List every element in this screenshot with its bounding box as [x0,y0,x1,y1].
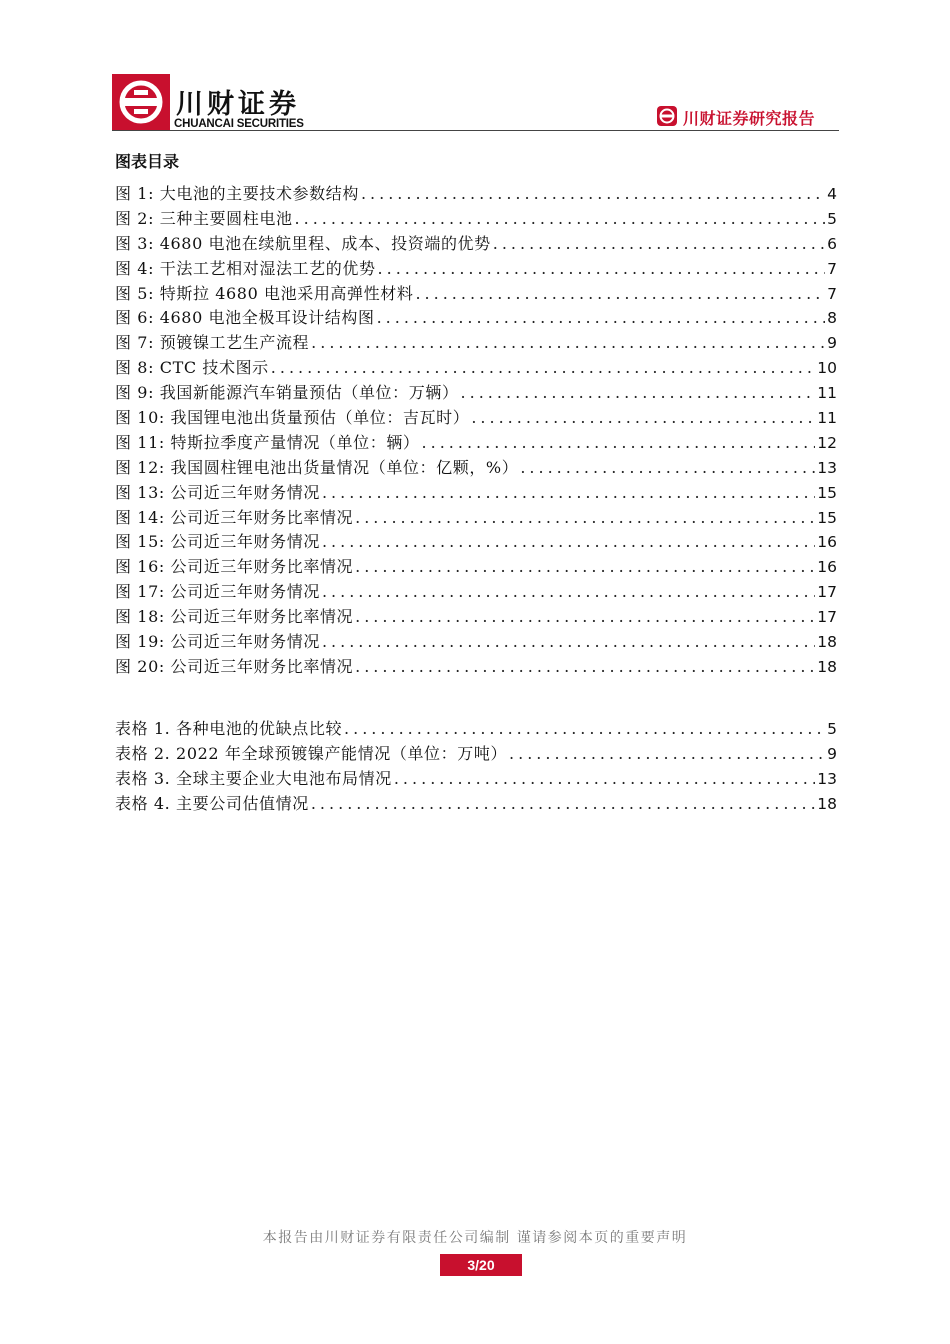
toc-page-number: 12 [817,433,837,452]
toc-leader-dots [378,257,826,282]
toc-entry-label: 图 20: 公司近三年财务比率情况 [115,656,354,676]
toc-entry-label: 表格 2. 2022 年全球预镀镍产能情况（单位：万吨） [115,743,508,763]
toc-page-number: 7 [827,284,837,303]
toc-title: 图表目录 [115,152,180,171]
toc-leader-dots [394,767,815,792]
toc-page-number: 9 [827,744,837,763]
toc-entry-label: 图 6: 4680 电池全极耳设计结构图 [115,308,375,328]
toc-leader-dots [361,182,825,207]
toc-page-number: 15 [817,508,837,527]
chuancai-logo-icon [112,74,170,130]
toc-page-number: 11 [817,384,837,403]
toc-page-number: 18 [817,794,837,813]
figure-toc-entry[interactable] [115,481,837,506]
figure-toc-entry[interactable] [115,232,837,257]
toc-page-number: 5 [827,209,837,228]
toc-entry-label: 图 4: 干法工艺相对湿法工艺的优势 [115,258,376,278]
toc-leader-dots [355,605,815,630]
figure-toc-list [115,182,837,680]
figure-toc-entry[interactable] [115,381,837,406]
toc-page-number: 13 [817,458,837,477]
figure-toc-entry[interactable] [115,182,837,207]
report-title: 川财证券研究报告 [683,109,816,128]
report-logo-icon [657,106,677,126]
logo-text: 川财证券 [176,89,300,120]
toc-entry-label: 图 16: 公司近三年财务比率情况 [115,557,354,577]
toc-entry-label: 图 15: 公司近三年财务情况 [115,532,320,552]
toc-leader-dots [322,530,815,555]
toc-page-number: 18 [817,657,837,676]
toc-entry-label: 图 18: 公司近三年财务比率情况 [115,607,354,627]
toc-entry-label: 图 8: CTC 技术图示 [115,358,269,378]
toc-leader-dots [271,356,815,381]
toc-entry-label: 表格 1. 各种电池的优缺点比较 [115,719,343,738]
toc-page-number: 15 [817,483,837,502]
table-toc-entry[interactable] [115,742,837,767]
toc-leader-dots [311,331,825,356]
toc-page-number: 6 [827,234,837,253]
toc-leader-dots [355,655,815,680]
table-toc-entry[interactable] [115,767,837,792]
toc-leader-dots [471,406,815,431]
logo-subtitle: CHUANCAI SECURITIES [174,118,304,130]
toc-entry-label: 图 10: 我国锂电池出货量预估（单位：吉瓦时） [115,408,470,428]
toc-entry-label: 图 14: 公司近三年财务比率情况 [115,507,354,527]
table-toc-list [115,717,837,817]
figure-toc-entry[interactable] [115,406,837,431]
toc-entry-label: 图 1: 大电池的主要技术参数结构 [115,184,359,203]
toc-entry-label: 表格 4. 主要公司估值情况 [115,793,309,813]
toc-entry-label: 图 13: 公司近三年财务情况 [115,482,320,502]
toc-page-number: 5 [827,720,837,738]
figure-toc-entry[interactable] [115,605,837,630]
toc-leader-dots [295,207,826,232]
toc-entry-label: 图 7: 预镀镍工艺生产流程 [115,333,310,353]
toc-entry-label: 图 3: 4680 电池在续航里程、成本、投资端的优势 [115,233,491,253]
toc-page-number: 11 [817,409,837,428]
toc-leader-dots [355,555,815,580]
table-toc-entry[interactable] [115,717,837,742]
figure-toc-entry[interactable] [115,530,837,555]
figure-toc-entry[interactable] [115,630,837,655]
toc-leader-dots [322,481,815,506]
figure-toc-entry[interactable] [115,506,837,531]
figure-toc-entry[interactable] [115,331,837,356]
header-divider [112,130,839,131]
figure-toc-entry[interactable] [115,555,837,580]
toc-page-number: 7 [827,259,837,278]
toc-entry-label: 图 2: 三种主要圆柱电池 [115,208,293,228]
toc-entry-label: 图 12: 我国圆柱锂电池出货量情况（单位：亿颗，%） [115,457,519,477]
figure-toc-entry[interactable] [115,282,837,307]
toc-leader-dots [520,456,815,481]
toc-leader-dots [422,431,816,456]
toc-entry-label: 图 9: 我国新能源汽车销量预估（单位：万辆） [115,383,459,403]
figure-toc-entry[interactable] [115,356,837,381]
table-toc-entry[interactable] [115,792,837,817]
toc-leader-dots [415,282,825,307]
toc-entry-label: 图 19: 公司近三年财务情况 [115,632,320,652]
toc-page-number: 9 [827,334,837,353]
toc-page-number: 4 [827,185,837,203]
toc-page-number: 10 [817,359,837,378]
toc-leader-dots [322,580,815,605]
toc-leader-dots [344,717,825,742]
toc-leader-dots [509,742,825,767]
toc-leader-dots [355,506,815,531]
toc-entry-label: 图 11: 特斯拉季度产量情况（单位：辆） [115,432,420,452]
toc-page-number: 13 [817,769,837,788]
toc-page-number: 16 [817,558,837,577]
figure-toc-entry[interactable] [115,456,837,481]
toc-entry-label: 图 5: 特斯拉 4680 电池采用高弹性材料 [115,283,414,303]
toc-leader-dots [377,306,826,331]
toc-page-number: 18 [817,633,837,652]
toc-page-number: 17 [817,608,837,627]
figure-toc-entry[interactable] [115,580,837,605]
page-number: 3/20 [440,1254,522,1276]
figure-toc-entry[interactable] [115,207,837,232]
toc-page-number: 16 [817,533,837,552]
toc-leader-dots [461,381,816,406]
toc-page-number: 17 [817,583,837,602]
footer-disclaimer: 本报告由川财证券有限责任公司编制 谨请参阅本页的重要声明 [262,1230,688,1246]
toc-leader-dots [322,630,815,655]
figure-toc-entry[interactable] [115,257,837,282]
page-header [0,0,950,140]
figure-toc-entry[interactable] [115,431,837,456]
toc-entry-label: 图 17: 公司近三年财务情况 [115,582,320,602]
toc-leader-dots [311,792,815,817]
toc-entry-label: 表格 3. 全球主要企业大电池布局情况 [115,768,392,788]
figure-toc-entry[interactable] [115,306,837,331]
figure-toc-entry[interactable] [115,655,837,680]
toc-leader-dots [493,232,825,257]
toc-page-number: 8 [827,309,837,328]
